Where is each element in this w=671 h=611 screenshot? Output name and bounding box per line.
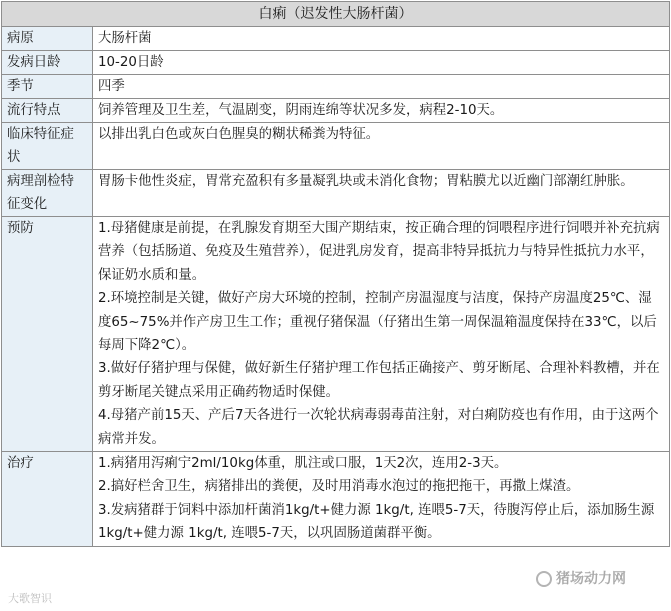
row-epidemic <box>2 99 670 123</box>
value-clinical: 以排出乳白色或灰白色腥臭的糊状稀粪为特征。 <box>93 123 670 170</box>
prevention-item: 2.环境控制是关键，做好产房大环境的控制，控制产房温湿度与洁度，保持产房温度25℃、湿度65~75%并作产房卫生工作；重视仔猪保温（仔猪出生第一周保温箱温度保持在33℃，以后每周下降2℃）。 <box>98 291 657 354</box>
value-treatment <box>93 452 670 547</box>
row-prevention <box>2 217 670 452</box>
treatment-item: 1.病猪用泻痢宁2ml/10kg体重，肌注或口服，1天2次，连用2-3天。 <box>98 456 508 472</box>
watermark-left-text: 大歌智识 <box>8 592 52 605</box>
label-treatment: 治疗 <box>2 452 93 547</box>
value-epidemic: 饲养管理及卫生差，气温剧变，阴雨连绵等状况多发，病程2-10天。 <box>93 99 670 123</box>
label-onset-age: 发病日龄 <box>2 51 93 75</box>
prevention-item: 4.母猪产前15天、产后7天各进行一次轮状病毒弱毒苗注射，对白痢防疫也有作用，由于这两个病常并发。 <box>98 408 659 447</box>
treatment-item: 3.发病猪群于饲料中添加杆菌消1kg/t+健力源 1kg/t, 连喂5-7天，待腹泻停止后，添加肠生源1kg/t+健力源 1kg/t, 连喂5-7天，以巩固肠道菌群平衡。 <box>98 502 655 542</box>
value-onset-age: 10-20日龄 <box>93 51 670 75</box>
watermark-right <box>536 570 626 588</box>
row-pathology <box>2 170 670 217</box>
row-clinical <box>2 123 670 170</box>
label-clinical: 临床特征症状 <box>2 123 93 170</box>
logo-icon <box>536 571 552 587</box>
table-title: 白痢（迟发性大肠杆菌） <box>2 2 670 27</box>
prevention-item: 3.做好仔猪护理与保健，做好新生仔猪护理工作包括正确接产、剪牙断尾、合理补料教槽，并在剪牙断尾关键点采用正确药物适时保健。 <box>98 361 660 400</box>
label-pathology: 病理剖检特征变化 <box>2 170 93 217</box>
row-onset-age <box>2 51 670 75</box>
watermark-left <box>8 592 52 606</box>
watermark-right-text: 猪场动力网 <box>556 571 626 587</box>
title-row <box>2 2 670 27</box>
disease-info-table <box>1 1 670 547</box>
value-prevention <box>93 217 670 452</box>
label-season: 季节 <box>2 75 93 99</box>
prevention-item: 1.母猪健康是前提，在乳腺发育期至大围产期结束，按正确合理的饲喂程序进行饲喂并补充抗病营养（包括肠道、免疫及生殖营养），促进乳房发育，提高非特异抵抗力与特异性抵抗力水平，保证奶水质和量。 <box>98 221 660 283</box>
row-pathogen <box>2 27 670 51</box>
value-pathology: 胃肠卡他性炎症，胃常充盈积有多量凝乳块或未消化食物；胃粘膜尤以近幽门部潮红肿胀。 <box>93 170 670 217</box>
value-pathogen: 大肠杆菌 <box>93 27 670 51</box>
label-pathogen: 病原 <box>2 27 93 51</box>
value-season: 四季 <box>93 75 670 99</box>
label-prevention: 预防 <box>2 217 93 452</box>
label-epidemic: 流行特点 <box>2 99 93 123</box>
treatment-item: 2.搞好栏舍卫生，病猪排出的粪便，及时用消毒水泡过的拖把拖干，再撒上煤渣。 <box>98 479 580 495</box>
row-treatment <box>2 452 670 547</box>
row-season <box>2 75 670 99</box>
